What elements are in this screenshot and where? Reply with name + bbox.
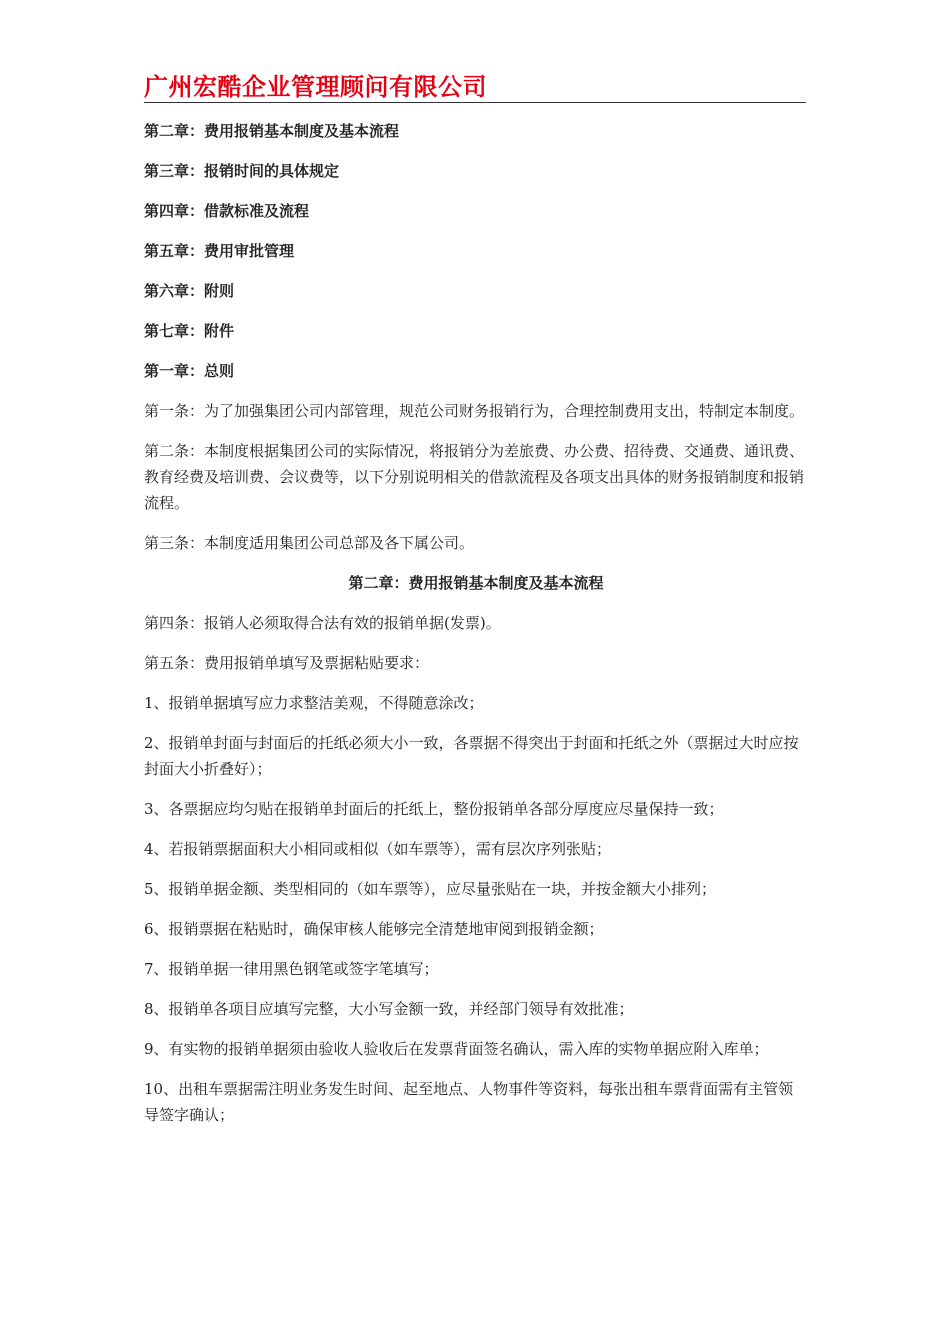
toc-item: 第七章：附件	[144, 322, 235, 340]
rule-item: 2、报销单封面与封面后的托纸必须大小一致，各票据不得突出于封面和托纸之外（票据过大时应按封面大小折叠好）；	[144, 734, 799, 778]
article-3: 第三条：本制度适用集团公司总部及各下属公司。	[144, 534, 475, 552]
rule-item: 7、报销单据一律用黑色钢笔或签字笔填写；	[144, 960, 439, 978]
document-body	[144, 118, 808, 1142]
rule-item: 9、有实物的报销单据须由验收人验收后在发票背面签名确认，需入库的实物单据应附入库单；	[144, 1040, 769, 1058]
toc-item: 第三章：报销时间的具体规定	[144, 162, 340, 180]
rule-item: 10、出租车票据需注明业务发生时间、起至地点、人物事件等资料，每张出租车票背面需有主管领导签字确认；	[144, 1080, 794, 1124]
rule-item: 5、报销单据金额、类型相同的（如车票等），应尽量张贴在一块，并按金额大小排列；	[144, 880, 717, 898]
article-5: 第五条：费用报销单填写及票据粘贴要求：	[144, 654, 430, 672]
toc-item: 第五章：费用审批管理	[144, 242, 295, 260]
article-2: 第二条：本制度根据集团公司的实际情况，将报销分为差旅费、办公费、招待费、交通费、通讯费、教育经费及培训费、会议费等，以下分别说明相关的借款流程及各项支出具体的财务报销制度和报销流程。	[144, 442, 805, 512]
rule-item: 1、报销单据填写应力求整洁美观，不得随意涂改；	[144, 694, 484, 712]
chapter-heading: 第一章：总则	[144, 362, 235, 380]
toc-item: 第六章：附则	[144, 282, 235, 300]
toc-item: 第四章：借款标准及流程	[144, 202, 310, 220]
toc-item: 第二章：费用报销基本制度及基本流程	[144, 122, 400, 140]
chapter-2-heading: 第二章：费用报销基本制度及基本流程	[348, 574, 604, 592]
rule-item: 8、报销单各项目应填写完整，大小写金额一致，并经部门领导有效批准；	[144, 1000, 634, 1018]
rule-item: 6、报销票据在粘贴时，确保审核人能够完全清楚地审阅到报销金额；	[144, 920, 604, 938]
header-divider	[144, 102, 806, 103]
rule-item: 3、各票据应均匀贴在报销单封面后的托纸上，整份报销单各部分厚度应尽量保持一致；	[144, 800, 724, 818]
article-1: 第一条：为了加强集团公司内部管理，规范公司财务报销行为，合理控制费用支出，特制定本制度。	[144, 402, 805, 420]
company-title: 广州宏酷企业管理顾问有限公司	[144, 73, 487, 101]
rule-item: 4、若报销票据面积大小相同或相似（如车票等），需有层次序列张贴；	[144, 840, 612, 858]
article-4: 第四条：报销人必须取得合法有效的报销单据(发票)。	[144, 614, 501, 632]
